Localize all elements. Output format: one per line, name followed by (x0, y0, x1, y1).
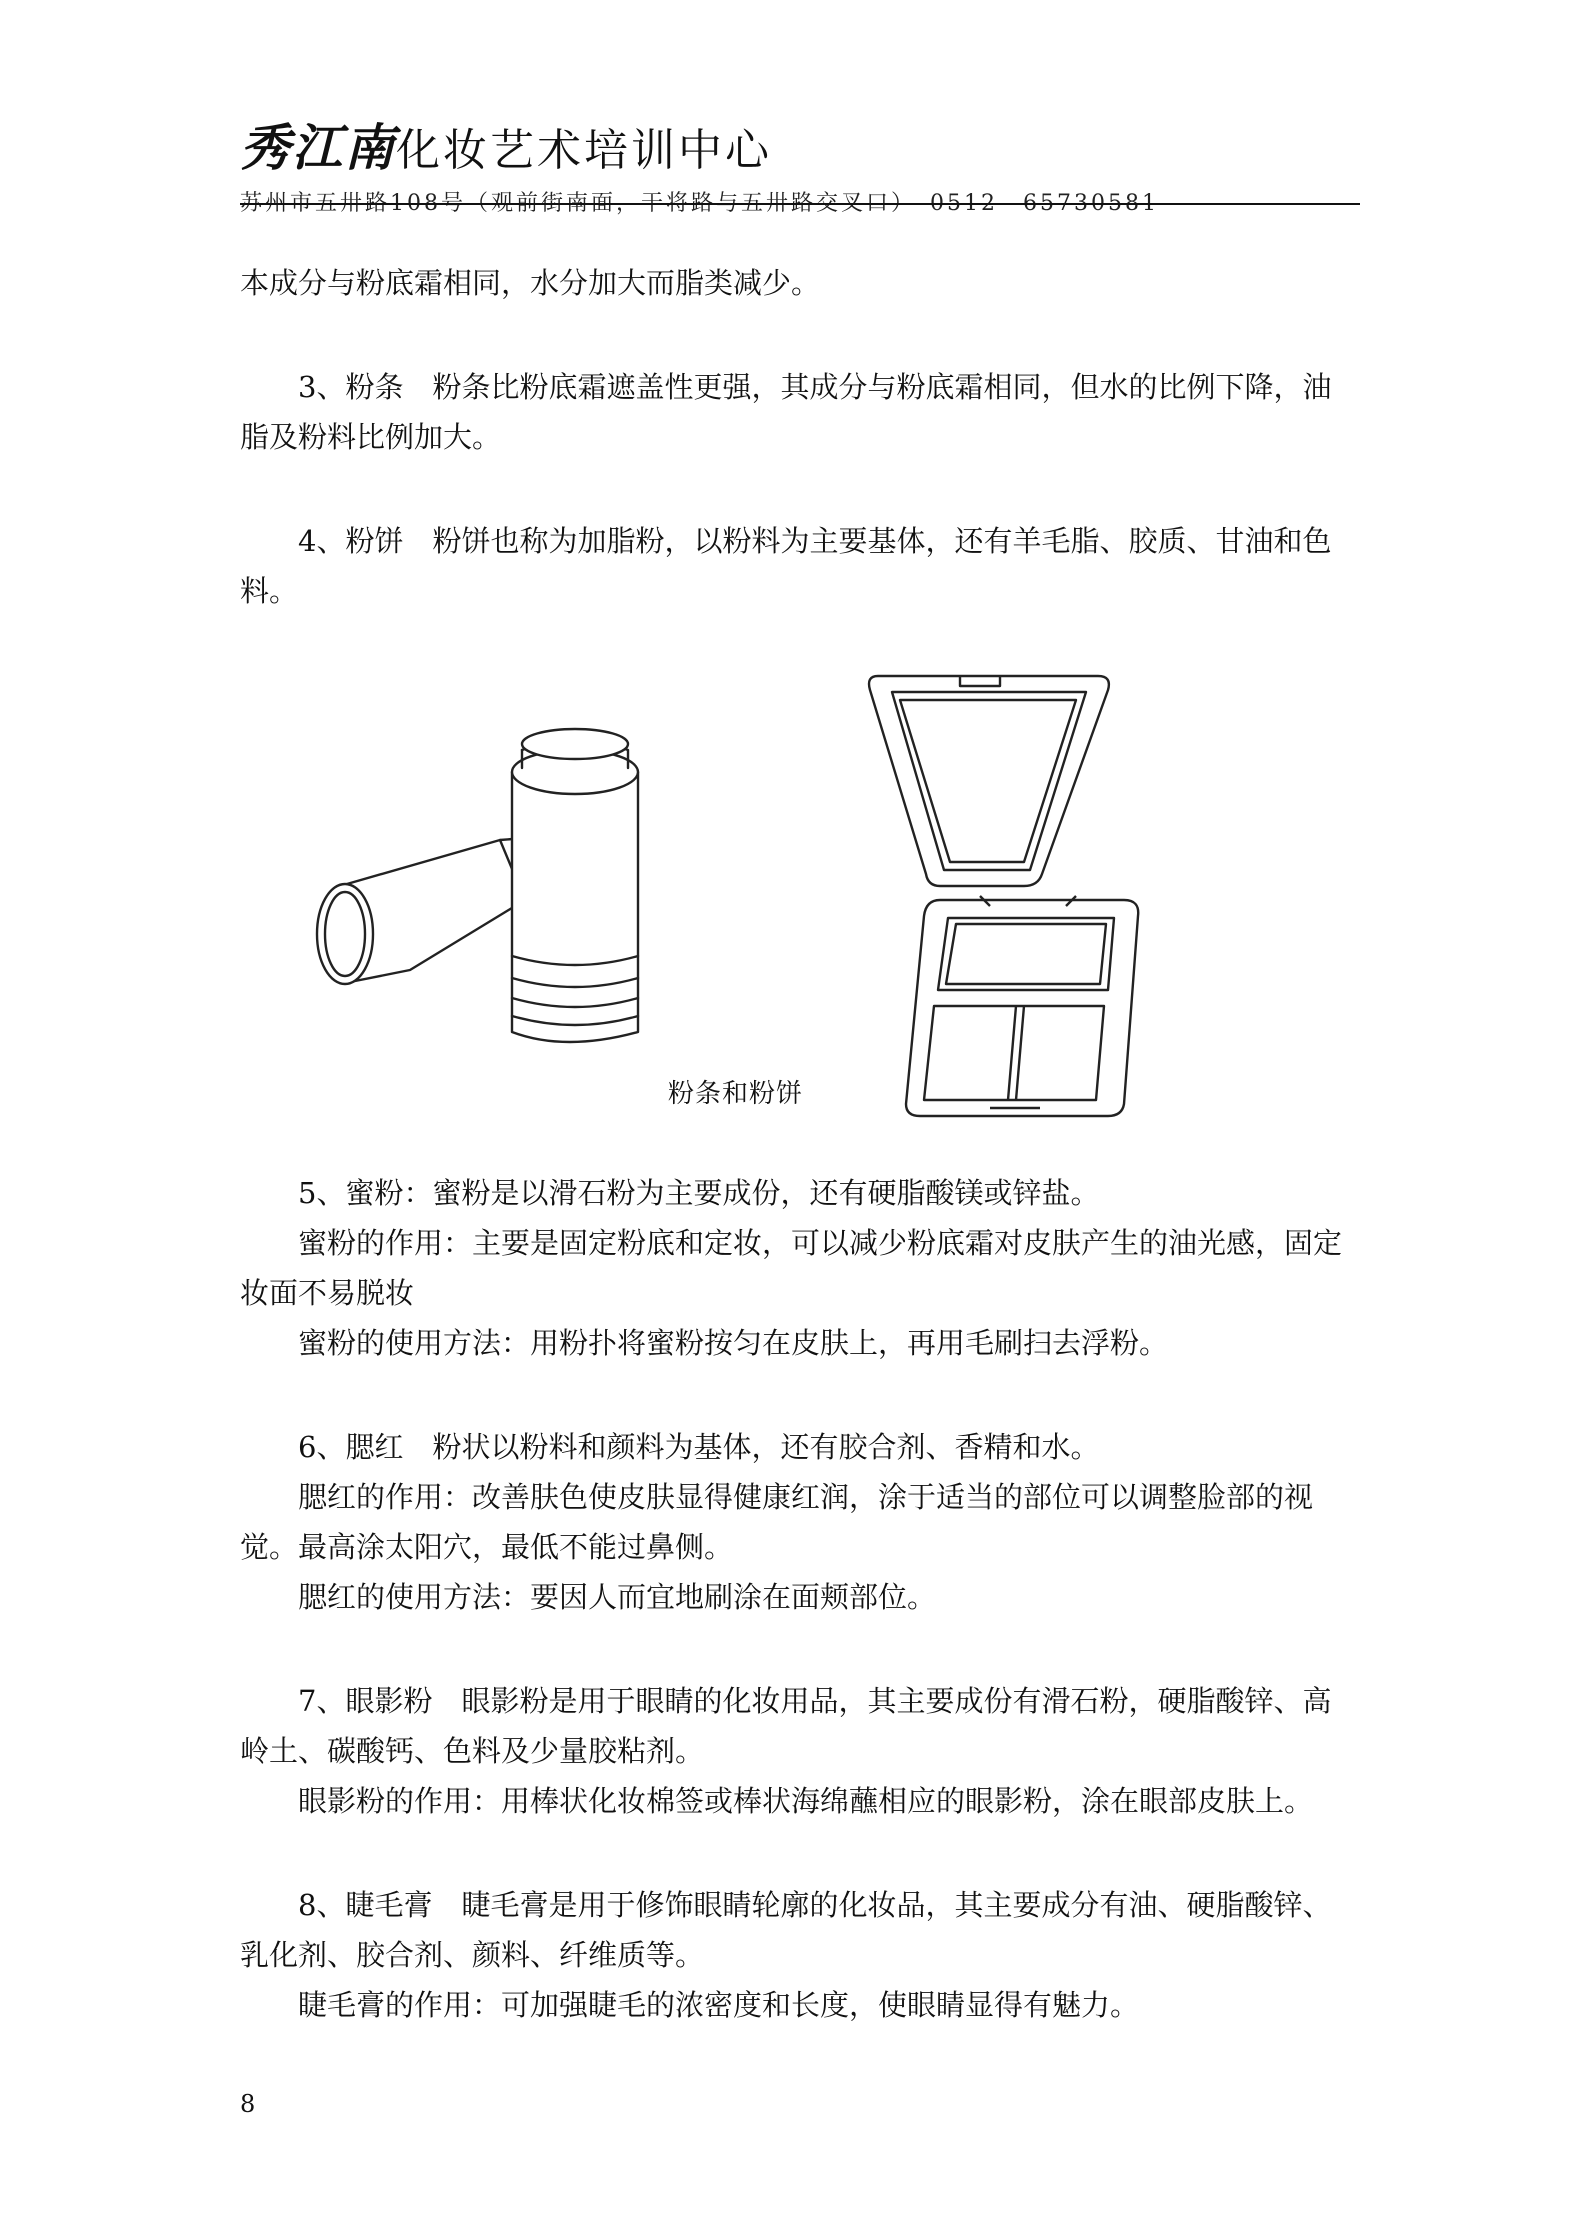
paragraph: 8、睫毛膏 睫毛膏是用于修饰眼睛轮廓的化妆品，其主要成分有油、硬脂酸锌、乳化剂、胶合剂、颜料、纤维质等。 (240, 1888, 1332, 1972)
brand-calligraphy: 秀江南 (240, 118, 396, 177)
paragraph: 腮红的使用方法：要因人而宜地刷涂在面颊部位。 (298, 1580, 937, 1614)
figure-caption: 粉条和粉饼 (668, 1079, 804, 1109)
paragraph: 蜜粉的使用方法：用粉扑将蜜粉按匀在皮肤上，再用毛刷扫去浮粉。 (298, 1326, 1169, 1360)
brand-title: 化妆艺术培训中心 (396, 125, 772, 176)
foundation-stick-drawing (317, 729, 638, 1042)
lower-text (240, 1168, 1350, 2030)
brand (240, 108, 1360, 180)
paragraph: 腮红的作用：改善肤色使皮肤显得健康红润，涂于适当的部位可以调整脸部的视觉。最高涂太阳穴，最低不能过鼻侧。 (240, 1480, 1314, 1564)
paragraph: 眼影粉的作用：用棒状化妆棉签或棒状海绵蘸相应的眼影粉，涂在眼部皮肤上。 (298, 1784, 1314, 1818)
paragraph: 6、腮红 粉状以粉料和颜料为基体，还有胶合剂、香精和水。 (298, 1430, 1100, 1464)
paragraph: 3、粉条 粉条比粉底霜遮盖性更强，其成分与粉底霜相同，但水的比例下降，油脂及粉料比例加大。 (240, 370, 1332, 454)
page-header (240, 108, 1360, 217)
compact-powder-drawing (869, 676, 1138, 1116)
product-illustration (300, 660, 1160, 1130)
header-address: 苏州市五卅路108号（观前街南面，干将路与五卅路交叉口） 0512—65730581 (240, 191, 1159, 216)
paragraph: 本成分与粉底霜相同，水分加大而脂类减少。 (240, 266, 821, 300)
paragraph: 蜜粉的作用：主要是固定粉底和定妆，可以减少粉底霜对皮肤产生的油光感，固定妆面不易脱妆 (240, 1226, 1343, 1310)
paragraph: 7、眼影粉 眼影粉是用于眼睛的化妆用品，其主要成份有滑石粉，硬脂酸锌、高岭土、碳酸钙、色料及少量胶粘剂。 (240, 1684, 1332, 1768)
top-text (240, 258, 1350, 616)
paragraph: 5、蜜粉：蜜粉是以滑石粉为主要成份，还有硬脂酸镁或锌盐。 (298, 1176, 1100, 1210)
paragraph: 睫毛膏的作用：可加强睫毛的浓密度和长度，使眼睛显得有魅力。 (298, 1988, 1140, 2022)
page-number: 8 (240, 2090, 256, 2118)
header-rule (240, 203, 1360, 205)
paragraph: 4、粉饼 粉饼也称为加脂粉，以粉料为主要基体，还有羊毛脂、胶质、甘油和色料。 (240, 524, 1332, 608)
